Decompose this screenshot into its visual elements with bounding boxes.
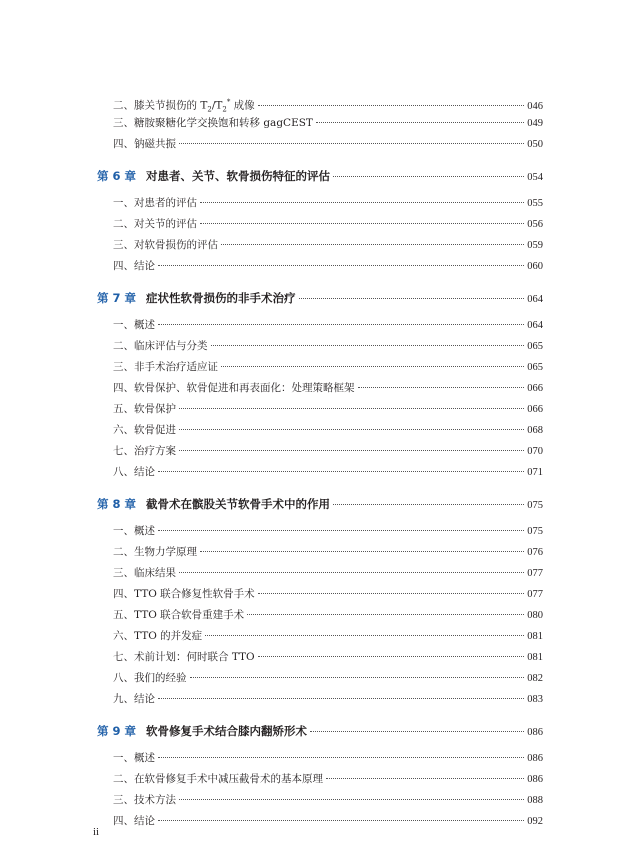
- dot-leader: [200, 223, 524, 224]
- dot-leader: [200, 202, 524, 203]
- dot-leader: [221, 244, 524, 245]
- toc-entry-label: 四、软骨保护、软骨促进和再表面化：处理策略框架: [113, 382, 355, 394]
- toc-entry-page: 066: [527, 383, 543, 394]
- toc-entry[interactable]: [97, 605, 543, 626]
- toc-entry[interactable]: [97, 357, 543, 378]
- dot-leader: [221, 366, 524, 367]
- toc-entry-page: 056: [527, 219, 543, 230]
- toc-entry-label: 一、对患者的评估: [113, 197, 197, 209]
- chapter-number: 第 6 章: [97, 169, 137, 183]
- toc-entry-label: 二、膝关节损伤的 $T_2/T_2^*$ 成像: [113, 98, 255, 114]
- dot-leader: [333, 176, 524, 177]
- dot-leader: [158, 471, 524, 472]
- dot-leader: [179, 408, 524, 409]
- toc-entry[interactable]: [97, 521, 543, 542]
- dot-leader: [179, 450, 524, 451]
- toc-entry[interactable]: [97, 626, 543, 647]
- dot-leader: [158, 324, 524, 325]
- toc-entry-label: 四、结论: [113, 815, 155, 827]
- toc-entry-page: 050: [527, 139, 543, 150]
- dot-leader: [258, 105, 525, 106]
- dot-leader: [179, 429, 524, 430]
- dot-leader: [179, 572, 524, 573]
- toc-entry-page: 064: [527, 320, 543, 331]
- toc-entry-page: 080: [527, 610, 543, 621]
- dot-leader: [333, 504, 524, 505]
- dot-leader: [158, 530, 524, 531]
- toc-entry[interactable]: [97, 256, 543, 277]
- toc-entry-page: 066: [527, 404, 543, 415]
- chapter-page: 086: [527, 727, 543, 738]
- toc-entry-label: 三、非手术治疗适应证: [113, 361, 218, 373]
- toc-chapter-heading[interactable]: [97, 493, 543, 515]
- toc-entry[interactable]: [97, 399, 543, 420]
- chapter-number: 第 8 章: [97, 497, 137, 511]
- dot-leader: [179, 143, 524, 144]
- dot-leader: [211, 345, 525, 346]
- toc-entry-label: 四、TTO 联合修复性软骨手术: [113, 588, 255, 600]
- toc-entry[interactable]: [97, 378, 543, 399]
- dot-leader: [247, 614, 524, 615]
- toc-entry-label: 三、技术方法: [113, 794, 176, 806]
- toc-entry-label: 五、TTO 联合软骨重建手术: [113, 609, 245, 621]
- toc-entry-label: 一、概述: [113, 752, 155, 764]
- toc-entry[interactable]: [97, 542, 543, 563]
- toc-entry-page: 049: [527, 118, 543, 129]
- chapter-title: 症状性软骨损伤的非手术治疗: [146, 291, 296, 305]
- table-of-contents: [97, 92, 543, 832]
- toc-entry[interactable]: [97, 647, 543, 668]
- toc-entry-page: 060: [527, 261, 543, 272]
- toc-chapter-heading[interactable]: [97, 165, 543, 187]
- toc-entry-label: 四、结论: [113, 260, 155, 272]
- toc-entry[interactable]: [97, 214, 543, 235]
- dot-leader: [158, 757, 524, 758]
- toc-chapter-heading[interactable]: [97, 287, 543, 309]
- toc-entry-page: 081: [527, 652, 543, 663]
- toc-entry-label: 七、治疗方案: [113, 445, 176, 457]
- toc-chapter-heading[interactable]: [97, 720, 543, 742]
- toc-entry-label: 一、概述: [113, 319, 155, 331]
- dot-leader: [158, 698, 524, 699]
- toc-entry-label: 七、术前计划：何时联合 TTO: [113, 651, 255, 663]
- toc-entry[interactable]: [97, 790, 543, 811]
- toc-chapter-title-group: [97, 493, 330, 515]
- toc-entry[interactable]: [97, 748, 543, 769]
- toc-entry-page: 068: [527, 425, 543, 436]
- page-number: ii: [93, 826, 100, 838]
- toc-entry-page: 083: [527, 694, 543, 705]
- chapter-page: 075: [527, 500, 543, 511]
- chapter-gap: [97, 155, 543, 165]
- toc-entry[interactable]: [97, 315, 543, 336]
- dot-leader: [316, 122, 524, 123]
- dot-leader: [200, 551, 524, 552]
- toc-entry-page: 059: [527, 240, 543, 251]
- toc-entry-page: 070: [527, 446, 543, 457]
- toc-entry-page: 065: [527, 362, 543, 373]
- toc-entry-label: 九、结论: [113, 693, 155, 705]
- toc-entry-page: 081: [527, 631, 543, 642]
- toc-entry[interactable]: [97, 193, 543, 214]
- toc-chapter-title-group: [97, 165, 330, 187]
- toc-entry[interactable]: [97, 113, 543, 134]
- chapter-gap: [97, 277, 543, 287]
- toc-entry-label: 四、钠磁共振: [113, 138, 176, 150]
- chapter-gap: [97, 710, 543, 720]
- chapter-title: 截骨术在髌股关节软骨手术中的作用: [146, 497, 331, 511]
- toc-entry-page: 077: [527, 568, 543, 579]
- dot-leader: [190, 677, 525, 678]
- toc-entry-label: 三、糖胺聚糖化学交换饱和转移 gagCEST: [113, 117, 313, 129]
- toc-entry-label: 六、软骨促进: [113, 424, 176, 436]
- toc-entry-page: 055: [527, 198, 543, 209]
- dot-leader: [179, 799, 524, 800]
- toc-entry[interactable]: [97, 563, 543, 584]
- toc-entry[interactable]: [97, 584, 543, 605]
- toc-entry-page: 065: [527, 341, 543, 352]
- toc-entry-label: 二、在软骨修复手术中减压截骨术的基本原理: [113, 773, 323, 785]
- dot-leader: [358, 387, 525, 388]
- toc-entry-label: 五、软骨保护: [113, 403, 176, 415]
- dot-leader: [158, 265, 524, 266]
- toc-entry-label: 二、临床评估与分类: [113, 340, 208, 352]
- toc-entry[interactable]: [97, 92, 543, 113]
- dot-leader: [299, 298, 525, 299]
- toc-entry[interactable]: [97, 689, 543, 710]
- toc-entry[interactable]: [97, 336, 543, 357]
- toc-chapter-title-group: [97, 287, 296, 309]
- dot-leader: [205, 635, 524, 636]
- toc-entry[interactable]: [97, 462, 543, 483]
- dot-leader: [310, 731, 524, 732]
- toc-entry[interactable]: [97, 134, 543, 155]
- toc-entry-label: 八、我们的经验: [113, 672, 187, 684]
- toc-entry-label: 一、概述: [113, 525, 155, 537]
- toc-entry-page: 086: [527, 753, 543, 764]
- toc-entry[interactable]: [97, 769, 543, 790]
- chapter-number: 第 7 章: [97, 291, 137, 305]
- toc-entry-page: 086: [527, 774, 543, 785]
- chapter-number: 第 9 章: [97, 724, 137, 738]
- chapter-page: 064: [527, 294, 543, 305]
- toc-entry-label: 二、对关节的评估: [113, 218, 197, 230]
- toc-entry[interactable]: [97, 441, 543, 462]
- toc-entry-page: 092: [527, 816, 543, 827]
- toc-entry-label: 二、生物力学原理: [113, 546, 197, 558]
- toc-entry-page: 046: [527, 100, 543, 112]
- toc-entry-page: 088: [527, 795, 543, 806]
- toc-entry[interactable]: [97, 420, 543, 441]
- toc-entry-page: 071: [527, 467, 543, 478]
- toc-entry-label: 三、临床结果: [113, 567, 176, 579]
- toc-entry[interactable]: [97, 811, 543, 832]
- chapter-gap: [97, 483, 543, 493]
- toc-entry-label: 八、结论: [113, 466, 155, 478]
- dot-leader: [158, 820, 524, 821]
- toc-entry[interactable]: [97, 235, 543, 256]
- toc-entry-page: 077: [527, 589, 543, 600]
- dot-leader: [258, 656, 525, 657]
- toc-entry-label: 六、TTO 的并发症: [113, 630, 203, 642]
- chapter-page: 054: [527, 172, 543, 183]
- toc-entry-page: 075: [527, 526, 543, 537]
- toc-chapter-title-group: [97, 720, 307, 742]
- toc-entry-label: 三、对软骨损伤的评估: [113, 239, 218, 251]
- toc-entry-page: 076: [527, 547, 543, 558]
- dot-leader: [326, 778, 524, 779]
- chapter-title: 对患者、关节、软骨损伤特征的评估: [146, 169, 331, 183]
- dot-leader: [258, 593, 525, 594]
- toc-entry-page: 082: [527, 673, 543, 684]
- chapter-title: 软骨修复手术结合膝内翻矫形术: [146, 724, 308, 738]
- toc-entry[interactable]: [97, 668, 543, 689]
